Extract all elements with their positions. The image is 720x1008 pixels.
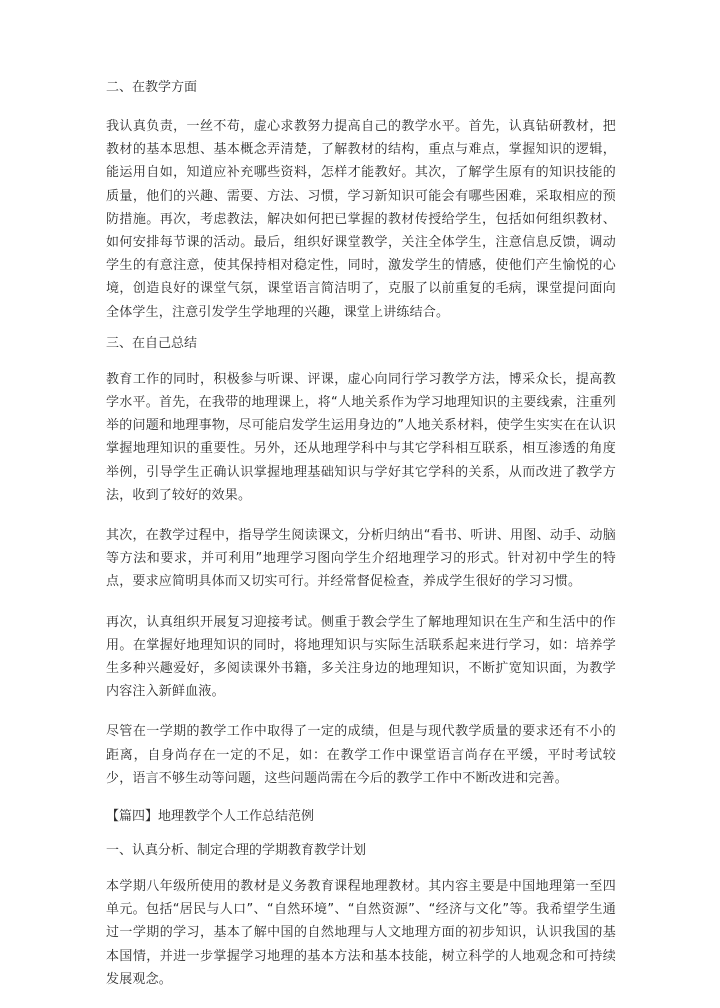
section-heading-self-summary: 三、在自己总结	[106, 335, 198, 351]
part-four-subheading: 一、认真分析、制定合理的学期教育教学计划	[106, 843, 367, 859]
section-heading-teaching: 二、在教学方面	[106, 80, 198, 95]
part-four-heading: 【篇四】地理教学个人工作总结范例	[106, 809, 315, 825]
paragraph-self-3: 再次，认真组织开展复习迎接考试。侧重于教会学生了解地理知识在生产和生活中的作用。在掌握好地理知识的同时，将地理知识与实际生活联系起来进行学习，如：培养学生多种兴趣爱好，多阅读课外书籍，多关注身边的地理知识，不断扩宽知识面，为教学内容注入新鲜血液。	[106, 614, 616, 700]
paragraph-self-1: 教育工作的同时，积极参与听课、评课，虚心向同行学习教学方法，博采众长，提高教学水平。首先，在我带的地理课上，将“人地关系作为学习地理知识的主要线索，注重列举的问题和地理事物，尽可能启发学生运用身边的”人地关系材料，使学生实实在在认识掌握地理知识的重要性。另外，还从地理学科中与其它学科相互联系，相互渗透的角度举例，引导学生正确认识掌握地理基础知识与学好其它学科的关系，从而改进了教学方法，收到了较好的效果。	[106, 371, 616, 503]
paragraph-self-2: 其次，在教学过程中，指导学生阅读课文，分析归纳出“看书、听讲、用图、动手、动脑等方法和要求，并可利用”地理学习图向学生介绍地理学习的形式。针对初中学生的特点，要求应简明具体而又切实可行。并经常督促检查，养成学生很好的学习习惯。	[106, 528, 616, 590]
document-page	[106, 78, 616, 1008]
paragraph-self-4: 尽管在一学期的教学工作中取得了一定的成绩，但是与现代教学质量的要求还有不小的距离，自身尚存在一定的不足，如：在教学工作中课堂语言尚存在平缓，平时考试较少，语言不够生动等问题，这些问题尚需在今后的教学工作中不断改进和完善。	[106, 724, 616, 786]
paragraph-teaching: 我认真负责，一丝不苟，虚心求教努力提高自己的教学水平。首先，认真钻研教材，把教材的基本思想、基本概念弄清楚，了解教材的结构，重点与难点，掌握知识的逻辑，能运用自如，知道应补充哪些资料，怎样才能教好。其次，了解学生原有的知识技能的质量，他们的兴趣、需要、方法、习惯，学习新知识可能会有哪些困难，采取相应的预防措施。再次，考虑教法，解决如何把已掌握的教材传授给学生，包括如何组织教材、如何安排每节课的活动。最后，组织好课堂教学，关注全体学生，注意信息反馈，调动学生的有意注意，使其保持相对稳定性，同时，激发学生的情感，使他们产生愉悦的心境，创造良好的课堂气氛，课堂语言简洁明了，克服了以前重复的毛病，课堂提问面向全体学生，注意引发学生学地理的兴趣，课堂上讲练结合。	[106, 119, 616, 320]
paragraph-part-four: 本学期八年级所使用的教材是义务教育课程地理教材。其内容主要是中国地理第一至四单元。包括“居民与人口”、“自然环境”、“自然资源”、“经济与文化”等。我希望学生通过一学期的学习，基本了解中国的自然地理与人文地理方面的初步知识，认识我国的基本国情，并进一步掌握学习地理的基本方法和基本技能，树立科学的人地观念和可持续发展观念。	[106, 879, 616, 987]
